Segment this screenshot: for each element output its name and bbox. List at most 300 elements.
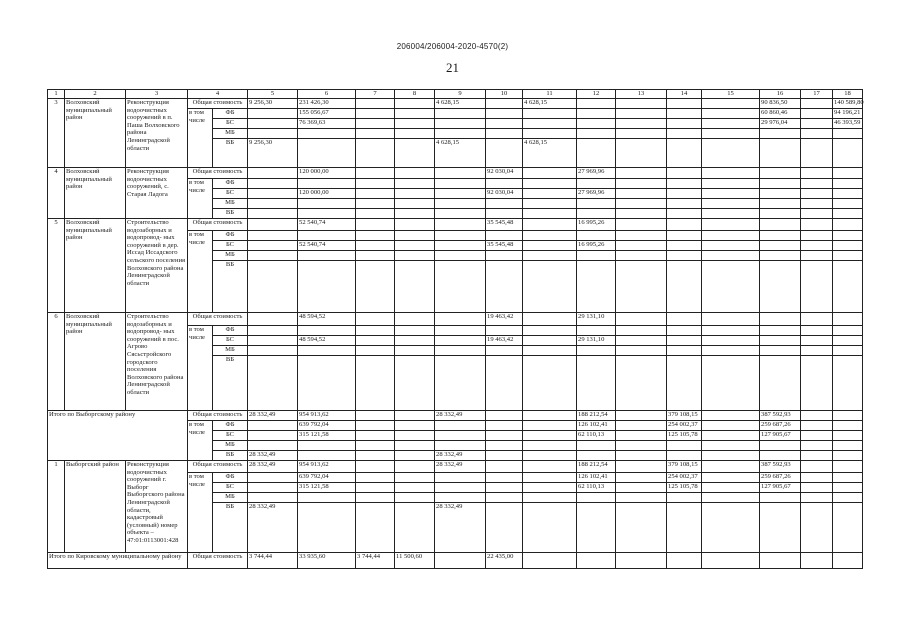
value-cell (486, 346, 523, 356)
value-cell (577, 503, 616, 553)
value-cell (616, 219, 667, 231)
value-cell: 259 687,26 (760, 473, 801, 483)
table-row (48, 313, 863, 326)
column-number-cell: 3 (126, 90, 188, 99)
value-cell (667, 241, 702, 251)
value-cell (523, 441, 577, 451)
value-cell: 315 121,58 (298, 431, 356, 441)
value-cell (523, 119, 577, 129)
in-that-number-label: в том числе (188, 179, 213, 219)
table-row (48, 461, 863, 473)
value-cell (435, 231, 486, 241)
value-cell (667, 139, 702, 168)
value-cell: 28 332,49 (248, 411, 298, 421)
value-cell: 120 000,00 (298, 168, 356, 179)
value-cell (702, 168, 760, 179)
value-cell (667, 209, 702, 219)
value-cell: 62 110,13 (577, 483, 616, 493)
value-cell (702, 431, 760, 441)
value-cell (801, 219, 833, 231)
funding-source-label: БС (213, 336, 248, 346)
value-cell (833, 493, 863, 503)
value-cell (801, 411, 833, 421)
table-row (48, 219, 863, 231)
value-cell (667, 251, 702, 261)
table-row (48, 99, 863, 109)
value-cell (435, 251, 486, 261)
value-cell (616, 139, 667, 168)
value-cell (435, 199, 486, 209)
value-cell (702, 219, 760, 231)
value-cell (667, 441, 702, 451)
value-cell (616, 241, 667, 251)
funding-source-label: ФБ (213, 231, 248, 241)
value-cell: 127 905,67 (760, 483, 801, 493)
value-cell (523, 179, 577, 189)
value-cell (616, 109, 667, 119)
value-cell (760, 493, 801, 503)
value-cell (486, 326, 523, 336)
value-cell (356, 336, 395, 346)
value-cell (248, 179, 298, 189)
value-cell (356, 451, 395, 461)
municipal-area: Волховский муниципальный район (65, 219, 126, 313)
funding-source-label: ФБ (213, 473, 248, 483)
value-cell (356, 168, 395, 179)
value-cell: 94 196,21 (833, 109, 863, 119)
value-cell (801, 241, 833, 251)
value-cell (395, 209, 435, 219)
column-number-row (48, 90, 863, 99)
total-label: Итого по Кировскому муниципальному району (48, 553, 188, 569)
value-cell (248, 189, 298, 199)
value-cell (801, 261, 833, 313)
value-cell (356, 219, 395, 231)
value-cell: 92 030,04 (486, 189, 523, 199)
total-row (48, 411, 863, 421)
value-cell (833, 168, 863, 179)
object-name: Строительство водозаборных и водопровод- ных сооружений в пос. Агрово Сясьстройского городского поселения Волховского района Ленинградской области (126, 313, 188, 411)
value-cell (356, 261, 395, 313)
value-cell (833, 199, 863, 209)
funding-source-label: МБ (213, 493, 248, 503)
value-cell (395, 179, 435, 189)
value-cell (702, 493, 760, 503)
value-cell (395, 219, 435, 231)
value-cell: 3 744,44 (356, 553, 395, 569)
funding-source-label: МБ (213, 251, 248, 261)
funding-source-label: МБ (213, 441, 248, 451)
value-cell (248, 483, 298, 493)
value-cell: 126 102,41 (577, 421, 616, 431)
column-number-cell: 1 (48, 90, 65, 99)
value-cell (616, 461, 667, 473)
value-cell (801, 503, 833, 553)
value-cell (577, 493, 616, 503)
value-cell (356, 199, 395, 209)
value-cell (486, 431, 523, 441)
value-cell (760, 451, 801, 461)
value-cell (395, 441, 435, 451)
value-cell (356, 473, 395, 483)
value-cell (702, 199, 760, 209)
value-cell (248, 209, 298, 219)
value-cell (801, 179, 833, 189)
value-cell (801, 483, 833, 493)
value-cell (667, 129, 702, 139)
value-cell: 254 002,37 (667, 421, 702, 431)
value-cell (702, 421, 760, 431)
value-cell (356, 313, 395, 326)
value-cell (577, 199, 616, 209)
value-cell (523, 209, 577, 219)
value-cell (616, 356, 667, 411)
value-cell: 52 540,74 (298, 241, 356, 251)
value-cell (298, 346, 356, 356)
value-cell: 140 589,80 (833, 99, 863, 109)
value-cell (248, 421, 298, 431)
value-cell (801, 199, 833, 209)
value-cell (298, 179, 356, 189)
value-cell (577, 209, 616, 219)
value-cell (356, 421, 395, 431)
value-cell (667, 189, 702, 199)
value-cell (801, 139, 833, 168)
funding-source-label: БС (213, 189, 248, 199)
row-number: 1 (48, 461, 65, 553)
value-cell (760, 503, 801, 553)
funding-source-label: БС (213, 241, 248, 251)
value-cell: 62 110,13 (577, 431, 616, 441)
value-cell (248, 129, 298, 139)
value-cell (702, 179, 760, 189)
value-cell: 254 002,37 (667, 473, 702, 483)
value-cell (577, 261, 616, 313)
value-cell (667, 451, 702, 461)
value-cell (616, 483, 667, 493)
value-cell (616, 168, 667, 179)
value-cell (833, 313, 863, 326)
value-cell (760, 346, 801, 356)
value-cell (486, 99, 523, 109)
value-cell (356, 119, 395, 129)
value-cell (577, 119, 616, 129)
value-cell (523, 356, 577, 411)
value-cell (616, 451, 667, 461)
object-name: Реконструкция водоочистных сооружений в п. Паша Волховского района Ленинградской области (126, 99, 188, 168)
value-cell (435, 209, 486, 219)
value-cell (667, 503, 702, 553)
value-cell (435, 356, 486, 411)
municipal-area: Волховский муниципальный район (65, 313, 126, 411)
value-cell (801, 231, 833, 241)
funding-source-label: ФБ (213, 421, 248, 431)
value-cell: 16 995,26 (577, 241, 616, 251)
value-cell (616, 179, 667, 189)
value-cell (356, 231, 395, 241)
page-number: 21 (446, 60, 459, 75)
value-cell (801, 109, 833, 119)
value-cell (435, 473, 486, 483)
value-cell (616, 421, 667, 431)
funding-source-label: БС (213, 431, 248, 441)
value-cell (395, 189, 435, 199)
value-cell (435, 168, 486, 179)
data-table-sheet (47, 89, 864, 594)
value-cell: 11 500,60 (395, 553, 435, 569)
value-cell (702, 451, 760, 461)
value-cell (523, 251, 577, 261)
value-cell (801, 251, 833, 261)
value-cell (248, 241, 298, 251)
value-cell (616, 473, 667, 483)
value-cell (801, 356, 833, 411)
value-cell (801, 313, 833, 326)
value-cell (523, 313, 577, 326)
value-cell: 315 121,58 (298, 483, 356, 493)
value-cell (702, 241, 760, 251)
value-cell (248, 473, 298, 483)
value-cell (523, 231, 577, 241)
value-cell (577, 251, 616, 261)
value-cell: 4 628,15 (523, 99, 577, 109)
value-cell (616, 199, 667, 209)
value-cell (356, 493, 395, 503)
value-cell (702, 356, 760, 411)
value-cell (616, 129, 667, 139)
value-cell: 19 463,42 (486, 313, 523, 326)
value-cell (395, 241, 435, 251)
funding-source-label: ФБ (213, 326, 248, 336)
object-name: Строительство водозаборных и водопровод- ных сооружений в дер. Иссад Иссадского сельского поселения Волховского района Ленинградской области (126, 219, 188, 313)
value-cell (486, 483, 523, 493)
value-cell (702, 313, 760, 326)
value-cell (833, 473, 863, 483)
value-cell (760, 168, 801, 179)
value-cell: 379 108,15 (667, 461, 702, 473)
value-cell (435, 189, 486, 199)
value-cell (760, 326, 801, 336)
value-cell (667, 356, 702, 411)
value-cell (435, 326, 486, 336)
in-that-number-label: в том числе (188, 421, 213, 461)
value-cell (298, 441, 356, 451)
value-cell (298, 493, 356, 503)
column-number-cell: 5 (248, 90, 298, 99)
column-number-cell: 4 (188, 90, 248, 99)
value-cell (702, 346, 760, 356)
value-cell (833, 356, 863, 411)
value-cell (760, 209, 801, 219)
object-name: Реконструкция водоочистных сооружений, с. Старая Ладога (126, 168, 188, 219)
object-name: Реконструкция водоочистных сооружений г. Выборг Выборгского района Ленинградской области, кадастровый (условный) номер объекта – 47:01:0113001:428 (126, 461, 188, 553)
value-cell (801, 421, 833, 431)
value-cell (523, 199, 577, 209)
value-cell (577, 129, 616, 139)
value-cell: 76 369,63 (298, 119, 356, 129)
value-cell (298, 356, 356, 411)
value-cell (667, 313, 702, 326)
value-cell (667, 99, 702, 109)
value-cell (395, 251, 435, 261)
value-cell (395, 431, 435, 441)
value-cell (801, 336, 833, 346)
value-cell (801, 493, 833, 503)
value-cell (356, 461, 395, 473)
value-cell: 90 836,50 (760, 99, 801, 109)
value-cell (801, 461, 833, 473)
value-cell (702, 251, 760, 261)
value-cell: 60 860,46 (760, 109, 801, 119)
total-cost-label: Общая стоимость (188, 461, 248, 473)
value-cell (356, 129, 395, 139)
value-cell (395, 493, 435, 503)
value-cell (486, 109, 523, 119)
value-cell (523, 326, 577, 336)
value-cell (616, 231, 667, 241)
value-cell: 4 628,15 (435, 139, 486, 168)
value-cell (395, 231, 435, 241)
value-cell (435, 313, 486, 326)
value-cell (395, 109, 435, 119)
table-row (48, 168, 863, 179)
value-cell (435, 241, 486, 251)
value-cell: 19 463,42 (486, 336, 523, 346)
value-cell (395, 313, 435, 326)
value-cell: 125 105,78 (667, 431, 702, 441)
value-cell (801, 473, 833, 483)
value-cell (523, 451, 577, 461)
column-number-cell: 11 (523, 90, 577, 99)
value-cell: 28 332,49 (248, 461, 298, 473)
value-cell (523, 261, 577, 313)
row-number: 4 (48, 168, 65, 219)
value-cell (702, 326, 760, 336)
value-cell (523, 461, 577, 473)
value-cell (577, 553, 616, 569)
value-cell (833, 441, 863, 451)
value-cell (523, 473, 577, 483)
value-cell (248, 119, 298, 129)
value-cell (616, 336, 667, 346)
value-cell (356, 346, 395, 356)
value-cell (523, 336, 577, 346)
column-number-cell: 14 (667, 90, 702, 99)
value-cell (833, 451, 863, 461)
value-cell (435, 336, 486, 346)
value-cell (577, 179, 616, 189)
value-cell (577, 346, 616, 356)
column-number-cell: 15 (702, 90, 760, 99)
value-cell (702, 261, 760, 313)
value-cell: 28 332,49 (248, 451, 298, 461)
value-cell (616, 411, 667, 421)
value-cell (616, 119, 667, 129)
value-cell (616, 493, 667, 503)
value-cell (356, 189, 395, 199)
value-cell (356, 251, 395, 261)
value-cell (356, 411, 395, 421)
value-cell (523, 241, 577, 251)
value-cell (435, 219, 486, 231)
value-cell (702, 503, 760, 553)
value-cell (486, 493, 523, 503)
value-cell (702, 483, 760, 493)
value-cell (833, 209, 863, 219)
value-cell: 387 592,93 (760, 411, 801, 421)
value-cell (833, 241, 863, 251)
value-cell (833, 231, 863, 241)
value-cell (356, 241, 395, 251)
value-cell: 35 545,48 (486, 241, 523, 251)
value-cell: 29 131,10 (577, 313, 616, 326)
value-cell (248, 493, 298, 503)
value-cell (667, 168, 702, 179)
value-cell: 28 332,49 (248, 503, 298, 553)
value-cell (833, 189, 863, 199)
value-cell (395, 99, 435, 109)
value-cell (702, 189, 760, 199)
value-cell (760, 179, 801, 189)
value-cell (435, 441, 486, 451)
funding-source-label: ВБ (213, 451, 248, 461)
municipal-area: Волховский муниципальный район (65, 99, 126, 168)
value-cell (760, 139, 801, 168)
value-cell (616, 346, 667, 356)
value-cell (248, 431, 298, 441)
column-number-cell: 9 (435, 90, 486, 99)
total-cost-label: Общая стоимость (188, 99, 248, 109)
value-cell (801, 119, 833, 129)
value-cell (395, 461, 435, 473)
value-cell (523, 553, 577, 569)
value-cell (486, 451, 523, 461)
value-cell (298, 139, 356, 168)
value-cell (435, 109, 486, 119)
value-cell (760, 241, 801, 251)
value-cell (702, 99, 760, 109)
value-cell (702, 119, 760, 129)
value-cell (833, 336, 863, 346)
value-cell (486, 251, 523, 261)
value-cell (833, 139, 863, 168)
funding-source-label: ВБ (213, 139, 248, 168)
value-cell (760, 199, 801, 209)
value-cell (616, 189, 667, 199)
column-number-cell: 6 (298, 90, 356, 99)
value-cell (801, 189, 833, 199)
value-cell (801, 553, 833, 569)
value-cell (523, 483, 577, 493)
value-cell: 27 969,96 (577, 168, 616, 179)
total-label: Итого по Выборгскому району (48, 411, 188, 461)
value-cell (833, 261, 863, 313)
value-cell: 639 792,04 (298, 473, 356, 483)
value-cell (248, 261, 298, 313)
value-cell (486, 209, 523, 219)
value-cell (801, 99, 833, 109)
funding-source-label: ФБ (213, 109, 248, 119)
value-cell: 48 594,52 (298, 313, 356, 326)
value-cell (760, 129, 801, 139)
value-cell (801, 431, 833, 441)
value-cell (248, 199, 298, 209)
value-cell (702, 231, 760, 241)
value-cell (395, 346, 435, 356)
value-cell (486, 421, 523, 431)
value-cell (523, 431, 577, 441)
value-cell (833, 503, 863, 553)
